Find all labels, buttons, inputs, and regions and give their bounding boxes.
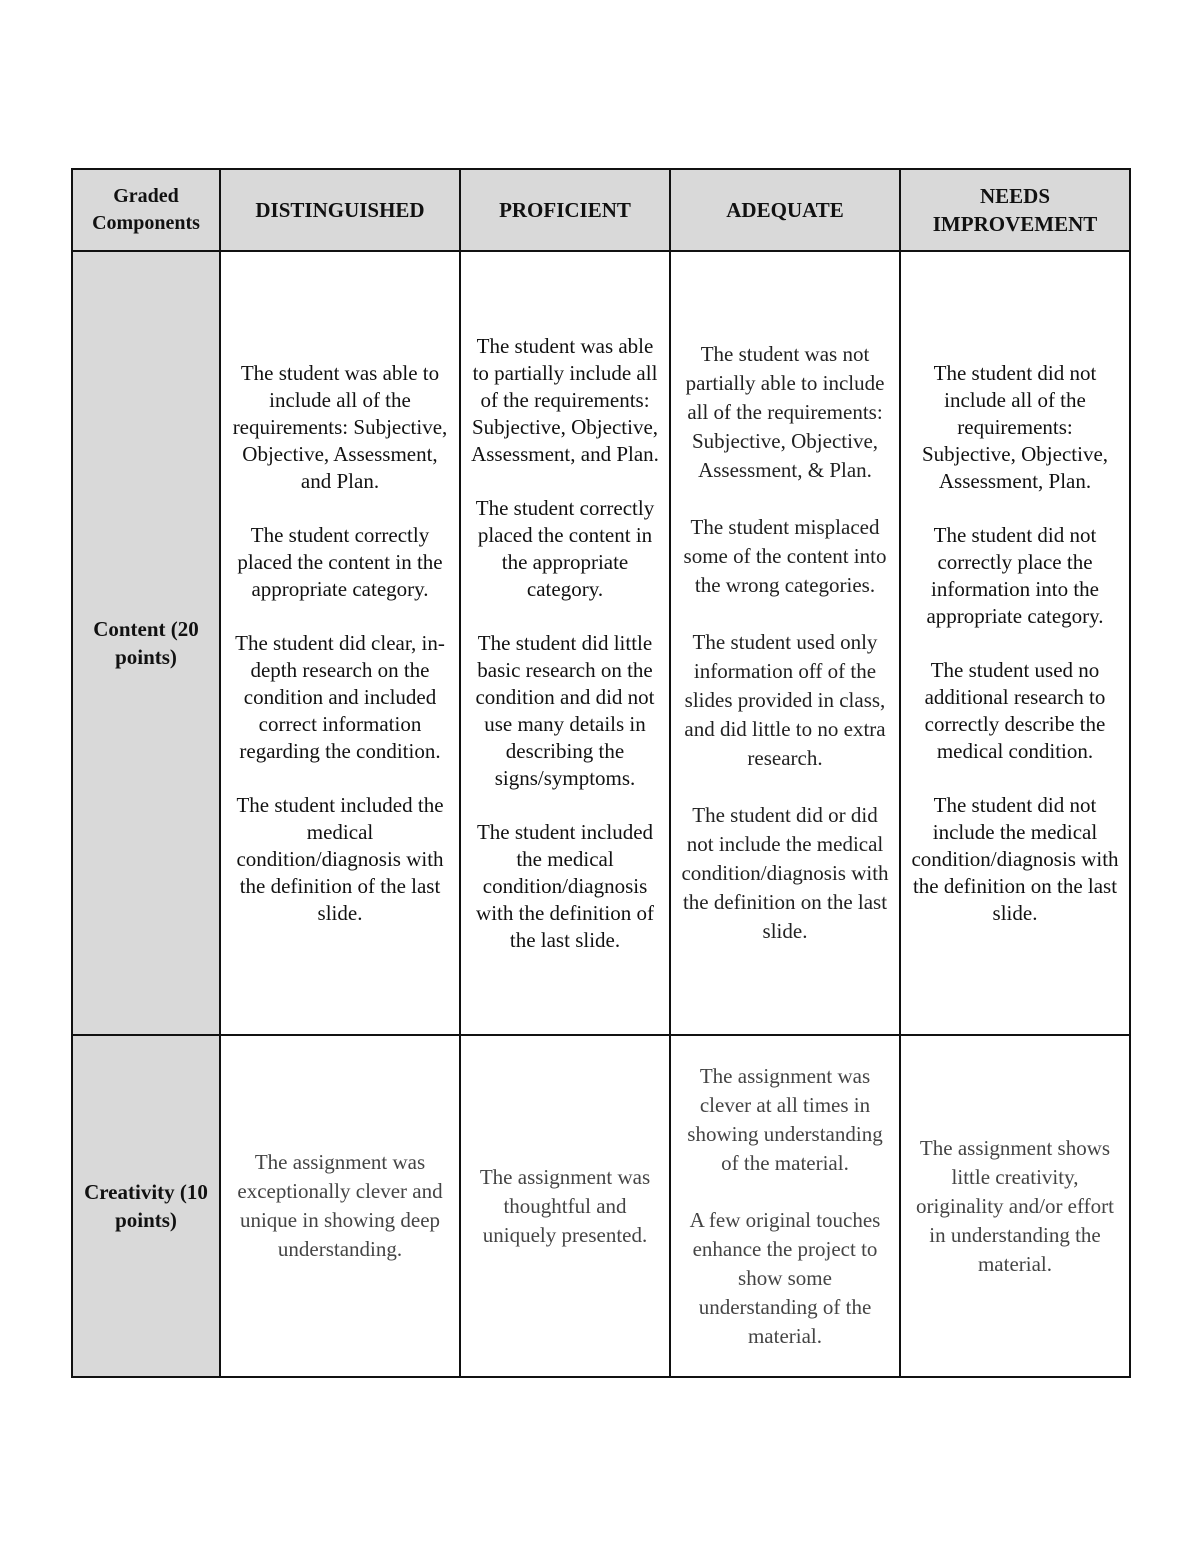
header-distinguished: DISTINGUISHED (220, 169, 460, 251)
table-row-content (72, 251, 1130, 1035)
cell-paragraph: The student did little basic research on the condition and did not use many details in describing the signs/symptoms. (475, 630, 655, 790)
cell-paragraph: The student did clear, in-depth research on the condition and included correct information regarding the condition. (235, 630, 445, 763)
cell-paragraph: The student used no additional research to correctly describe the medical condition. (924, 657, 1106, 763)
table-row-creativity (72, 1035, 1130, 1377)
cell-paragraph: The student misplaced some of the content into the wrong categories. (683, 515, 887, 597)
header-needs-improvement: NEEDS IMPROVEMENT (900, 169, 1130, 251)
cell-paragraph: The student was able to partially include all of the requirements: Subjective, Objective, Assessment, and Plan. (471, 333, 659, 466)
cell-paragraph: The student correctly placed the content in the appropriate category. (475, 495, 655, 601)
cell-paragraph: The assignment was thoughtful and uniquely presented. (479, 1164, 651, 1247)
content-distinguished-cell (220, 251, 460, 1035)
header-proficient: PROFICIENT (460, 169, 670, 251)
creativity-needs-improvement-cell (900, 1035, 1130, 1377)
cell-paragraph: The student was not partially able to include all of the requirements: Subjective, Objective, Assessment, & Plan. (685, 342, 885, 482)
row-label-content: Content (20 points) (72, 251, 220, 1035)
header-row (72, 169, 1130, 251)
content-needs-improvement-cell (900, 251, 1130, 1035)
creativity-proficient-cell (460, 1035, 670, 1377)
creativity-adequate-cell (670, 1035, 900, 1377)
header-graded-components: Graded Components (72, 169, 220, 251)
cell-paragraph: The student did not include the medical condition/diagnosis with the definition on the last slide. (911, 792, 1119, 925)
row-label-creativity: Creativity (10 points) (72, 1035, 220, 1377)
cell-paragraph: A few original touches enhance the project to show some understanding of the material. (689, 1207, 881, 1348)
content-proficient-cell (460, 251, 670, 1035)
cell-paragraph: The student included the medical condition/diagnosis with the definition of the last slide. (476, 819, 654, 952)
cell-paragraph: The student correctly placed the content in the appropriate category. (237, 522, 443, 601)
content-adequate-cell (670, 251, 900, 1035)
creativity-distinguished-cell (220, 1035, 460, 1377)
cell-paragraph: The assignment was exceptionally clever and unique in showing deep understanding. (237, 1150, 443, 1261)
rubric-table (71, 168, 1131, 1378)
cell-paragraph: The student did or did not include the medical condition/diagnosis with the definition on the last slide. (681, 803, 889, 943)
cell-paragraph: The student used only information off of the slides provided in class, and did little to no extra research. (684, 630, 886, 770)
header-adequate: ADEQUATE (670, 169, 900, 251)
cell-paragraph: The assignment shows little creativity, originality and/or effort in understanding the material. (916, 1135, 1114, 1276)
cell-paragraph: The student did not include all of the requirements: Subjective, Objective, Assessment, Plan. (921, 360, 1109, 493)
cell-paragraph: The student included the medical condition/diagnosis with the definition of the last slide. (236, 792, 444, 925)
cell-paragraph: The assignment was clever at all times in showing understanding of the material. (687, 1063, 883, 1175)
cell-paragraph: The student was able to include all of the requirements: Subjective, Objective, Assessment, and Plan. (232, 360, 448, 493)
cell-paragraph: The student did not correctly place the information into the appropriate category. (926, 522, 1104, 628)
